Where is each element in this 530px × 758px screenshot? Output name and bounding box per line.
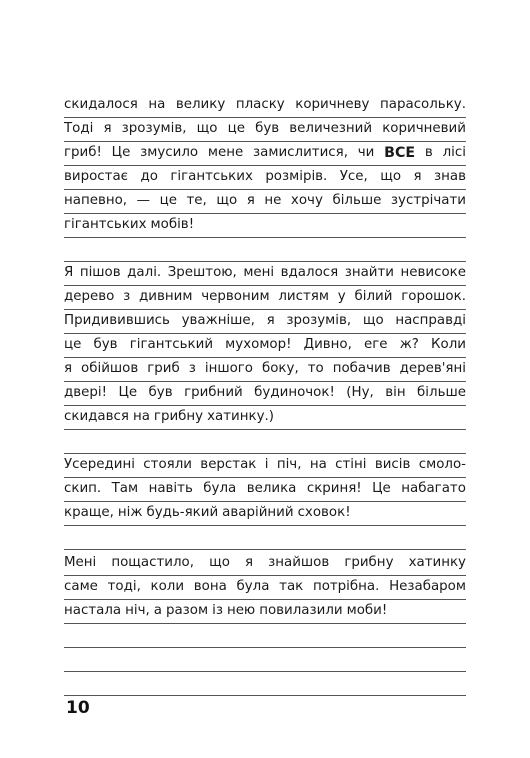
- word: червоним: [201, 289, 270, 304]
- word: невисоке: [400, 265, 466, 280]
- word: зрозумів,: [286, 313, 352, 328]
- word: велика: [246, 481, 297, 496]
- word: а: [153, 603, 162, 618]
- word: грибну: [153, 409, 204, 424]
- text-line: [64, 286, 466, 310]
- word: Це: [118, 385, 138, 400]
- word: в: [424, 145, 433, 160]
- word: Це: [372, 481, 391, 496]
- word: стояли: [143, 457, 192, 472]
- word: скип.: [64, 481, 102, 496]
- word: нею: [226, 603, 256, 618]
- word: більше: [417, 385, 466, 400]
- word: була: [203, 481, 237, 496]
- word: листям: [278, 289, 329, 304]
- word: те,: [186, 193, 207, 208]
- word: ВСЕ: [384, 145, 416, 161]
- word: (Ну,: [346, 385, 374, 400]
- word: моби!: [346, 603, 388, 618]
- blank-ruled-line: [64, 526, 466, 550]
- text-line: [64, 214, 466, 238]
- word: висів: [374, 457, 411, 472]
- text-line: [64, 166, 466, 190]
- word: вдалося: [280, 265, 339, 280]
- word: Усередині: [64, 457, 135, 472]
- word: грибний: [184, 385, 243, 400]
- word: еге: [364, 337, 388, 352]
- word: пласку: [235, 97, 285, 112]
- word: була: [236, 579, 270, 594]
- word: знав: [433, 169, 466, 184]
- word: Дивно,: [303, 337, 352, 352]
- word: я: [246, 193, 255, 208]
- word: він: [385, 385, 406, 400]
- text-line: [64, 502, 466, 526]
- word: із: [212, 603, 223, 618]
- word: Зрештою,: [167, 265, 237, 280]
- word: я: [64, 361, 73, 376]
- word: скидався: [64, 409, 129, 424]
- word: був: [93, 337, 118, 352]
- word: у: [337, 289, 346, 304]
- word: мобів!: [150, 217, 195, 232]
- word: це: [64, 337, 82, 352]
- word: знайти: [344, 265, 394, 280]
- word: до: [140, 169, 158, 184]
- word: Коли: [431, 337, 466, 352]
- text-line: [64, 190, 466, 214]
- word: аварійний: [222, 505, 294, 520]
- word: на: [132, 409, 150, 424]
- word: краще,: [64, 505, 114, 520]
- word: змусило: [140, 145, 199, 160]
- word: що: [196, 121, 218, 136]
- text-line: [64, 600, 466, 624]
- word: чи: [357, 145, 375, 160]
- word: білий: [354, 289, 393, 304]
- word: ж?: [399, 337, 419, 352]
- text-line: [64, 406, 466, 430]
- word: мені: [243, 265, 275, 280]
- word: горошок.: [401, 289, 466, 304]
- word: будь-який: [146, 505, 219, 520]
- word: коли: [150, 579, 185, 594]
- word: з: [123, 289, 131, 304]
- word: коричневу: [295, 97, 370, 112]
- word: набагато: [401, 481, 466, 496]
- word: величезний: [289, 121, 373, 136]
- word: був: [148, 385, 173, 400]
- word: навіть: [148, 481, 193, 496]
- word: піч,: [276, 457, 302, 472]
- word: гігантських: [170, 169, 253, 184]
- word: більше: [332, 193, 382, 208]
- word: замислитися,: [253, 145, 348, 160]
- word: це: [159, 193, 177, 208]
- word: вона: [193, 579, 227, 594]
- word: —: [136, 193, 151, 208]
- word: зрозумів,: [121, 121, 187, 136]
- word: Незабаром: [389, 579, 466, 594]
- word: повилазили: [259, 603, 343, 618]
- word: Там: [111, 481, 139, 496]
- blank-ruled-line: [64, 430, 466, 454]
- word: коричневий: [382, 121, 466, 136]
- word: Тоді: [64, 121, 94, 136]
- blank-ruled-line: [64, 648, 466, 672]
- word: потрібна.: [312, 579, 380, 594]
- word: це: [227, 121, 245, 136]
- word: стіні: [335, 457, 367, 472]
- paragraph-4: [64, 552, 466, 696]
- word: гриб!: [64, 145, 102, 160]
- word: велику: [175, 97, 226, 112]
- word: на: [309, 457, 327, 472]
- word: скриня!: [306, 481, 362, 496]
- page-number: 10: [66, 698, 90, 718]
- word: Придивившись: [64, 313, 170, 328]
- word: я: [244, 555, 254, 570]
- word: уважніше,: [181, 313, 255, 328]
- word: на: [148, 97, 166, 112]
- word: скидалося: [64, 97, 138, 112]
- word: то: [307, 361, 324, 376]
- blank-ruled-line: [64, 672, 466, 696]
- word: тоді,: [107, 579, 141, 594]
- word: Це: [111, 145, 131, 160]
- word: і: [264, 457, 269, 472]
- word: верстак: [200, 457, 257, 472]
- word: саме: [64, 579, 98, 594]
- paragraph-1: [64, 94, 466, 262]
- word: зустрічати: [390, 193, 466, 208]
- word: мухомор!: [225, 337, 292, 352]
- blank-ruled-line: [64, 238, 466, 262]
- word: не: [264, 193, 282, 208]
- word: лісі: [442, 145, 466, 160]
- word: я: [103, 121, 112, 136]
- word: мене: [207, 145, 244, 160]
- text-line: [64, 118, 466, 142]
- text-line: [64, 576, 466, 600]
- blank-ruled-line: [64, 624, 466, 648]
- word: сховок!: [297, 505, 351, 520]
- word: що: [216, 193, 238, 208]
- text-line: [64, 310, 466, 334]
- text-line: [64, 382, 466, 406]
- word: гігантських: [64, 217, 147, 232]
- word: Мені: [64, 555, 97, 570]
- word: боку,: [261, 361, 299, 376]
- word: знайшов: [268, 555, 330, 570]
- word: дивним: [139, 289, 193, 304]
- word: пощастило,: [111, 555, 194, 570]
- word: хатинку.): [207, 409, 274, 424]
- word: був: [255, 121, 280, 136]
- word: грибну: [344, 555, 394, 570]
- word: насправді: [395, 313, 466, 328]
- word: далі.: [127, 265, 162, 280]
- word: побачив: [332, 361, 391, 376]
- word: смоло-: [418, 457, 466, 472]
- word: разом: [165, 603, 209, 618]
- word: виростає: [64, 169, 129, 184]
- paragraph-2: [64, 262, 466, 454]
- text-line: [64, 94, 466, 118]
- word: пішов: [79, 265, 121, 280]
- word: з: [188, 361, 196, 376]
- word: я: [266, 313, 275, 328]
- word: так: [279, 579, 304, 594]
- word: ніж: [117, 505, 143, 520]
- word: хочу: [290, 193, 323, 208]
- word: двері!: [64, 385, 107, 400]
- word: хатинку: [408, 555, 466, 570]
- word: обійшов: [81, 361, 139, 376]
- word: гігантський: [129, 337, 214, 352]
- text-line: [64, 358, 466, 382]
- word: іншого: [204, 361, 253, 376]
- text-line: [64, 334, 466, 358]
- word: дерево: [64, 289, 115, 304]
- text-line: [64, 552, 466, 576]
- word: ніч,: [125, 603, 150, 618]
- text-line: [64, 262, 466, 286]
- word: що: [362, 313, 384, 328]
- word: будиночок!: [254, 385, 335, 400]
- word: що: [209, 555, 230, 570]
- word: що: [380, 169, 402, 184]
- text-line: [64, 454, 466, 478]
- word: парасольку.: [380, 97, 466, 112]
- word: напевно,: [64, 193, 128, 208]
- word: гриб: [147, 361, 180, 376]
- text-line: [64, 478, 466, 502]
- word: я: [413, 169, 422, 184]
- paragraph-3: [64, 454, 466, 550]
- word: Усе,: [339, 169, 368, 184]
- word: дерев'яні: [399, 361, 466, 376]
- word: настала: [64, 603, 122, 618]
- word: Я: [64, 265, 74, 280]
- word: розмірів.: [265, 169, 328, 184]
- text-line: [64, 142, 466, 166]
